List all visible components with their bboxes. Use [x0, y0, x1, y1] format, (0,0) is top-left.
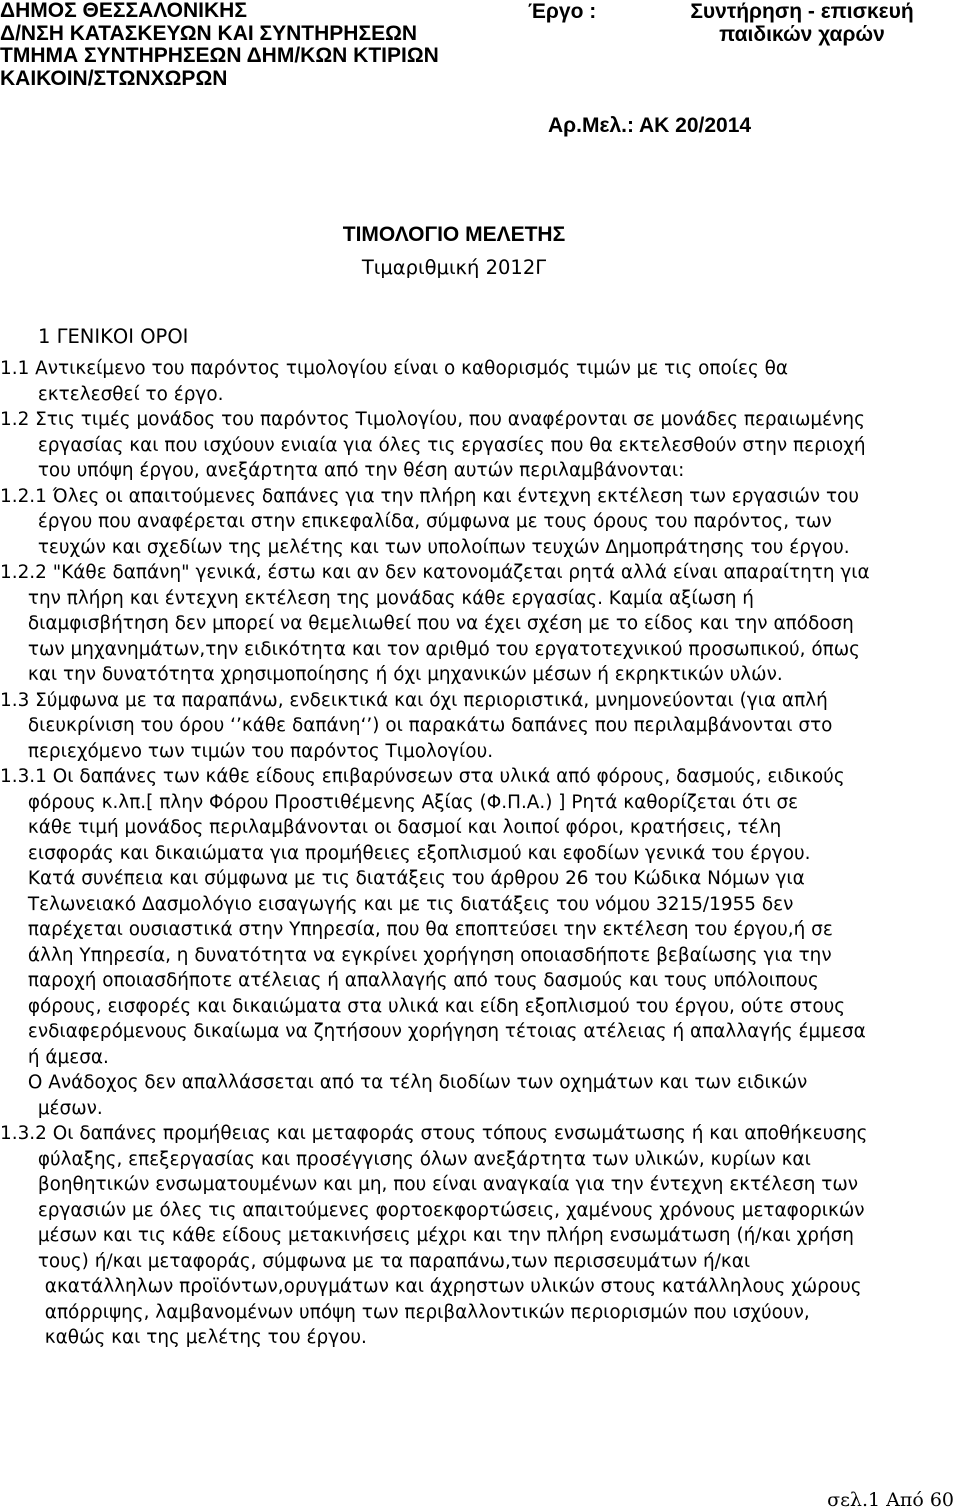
- body-line: και την δυνατότητα χρησιμοποίησης ή όχι μηχανικών μέσων ή εκρηκτικών υλών.: [27, 664, 783, 685]
- issuer-block: [0, 0, 439, 90]
- body-text: [0, 356, 960, 1351]
- body-line: 1.3 Σύμφωνα με τα παραπάνω, ενδεικτικά και όχι περιοριστικά, μνημονεύονται (για απλή: [0, 689, 828, 711]
- issuer-line: Δ/ΝΣΗ ΚΑΤΑΣΚΕΥΩΝ ΚΑΙ ΣΥΝΤΗΡΗΣΕΩΝ: [0, 21, 418, 45]
- body-line: την πλήρη και έντεχνη εκτέλεση της μονάδας κάθε εργασίας. Καμία αξίωση ή: [27, 587, 754, 609]
- document-title: ΤΙΜΟΛΟΓΙΟ ΜΕΛΕΤΗΣ: [342, 223, 566, 246]
- body-line: διευκρίνιση του όρου ‘’κάθε δαπάνη‘’) οι παρακάτω δαπάνες που περιλαμβάνονται στο: [27, 715, 833, 736]
- body-line: παροχή οποιασδήποτε ατέλειας ή απαλλαγής από τους δασμούς και τους υπόλοιπους: [27, 970, 819, 991]
- body-line: ακατάλληλων προϊόντων,ορυγμάτων και άχρηστων υλικών στους κατάλληλους χώρους: [44, 1276, 862, 1297]
- body-line: 1.2 Στις τιμές μονάδος του παρόντος Τιμολογίου, που αναφέρονται σε μονάδες περαιωμένης: [0, 409, 865, 430]
- document-subtitle: Τιμαριθμική 2012Γ: [361, 256, 547, 279]
- project-title-line: παιδικών χαρών: [719, 23, 885, 46]
- body-line: απόρριψης, λαμβανομένων υπόψη των περιβαλλοντικών περιορισμών που ισχύουν,: [44, 1301, 810, 1323]
- body-line: περιεχόμενο των τιμών του παρόντος Τιμολογίου.: [27, 740, 494, 762]
- body-line: εργασίας και που ισχύουν ενιαία για όλες τις εργασίες που θα εκτελεσθούν στην περιοχή: [37, 434, 866, 456]
- issuer-line: ΚΑΙΚΟΙΝ/ΣΤΩΝΧΩΡΩΝ: [0, 66, 228, 90]
- body-line: μέσων και τις κάθε είδους μετακινήσεις μέχρι και την πλήρη ενσωμάτωση (ή/και χρήση: [37, 1225, 854, 1246]
- issuer-line: ΤΜΗΜΑ ΣΥΝΤΗΡΗΣΕΩΝ ΔΗΜ/ΚΩΝ ΚΤΙΡΙΩΝ: [0, 44, 439, 67]
- project-label: Έργο :: [528, 0, 597, 23]
- body-line: εισφοράς και δικαιώματα για προμήθειες εξοπλισμού και εφοδίων γενικά του έργου.: [27, 842, 811, 864]
- body-line: ή άμεσα.: [27, 1046, 109, 1068]
- body-line: κάθε τιμή μονάδος περιλαμβάνονται οι δασμοί και λοιποί φόροι, κρατήσεις, τέλη: [27, 817, 782, 838]
- study-reference: Αρ.Μελ.: ΑΚ 20/2014: [548, 114, 752, 137]
- body-line: άλλη Υπηρεσία, η δυνατότητα να εγκρίνει χορήγηση οποιασδήποτε βεβαίωσης για την: [27, 944, 832, 966]
- body-line: των μηχανημάτων,την ειδικότητα και τον αριθμό του εργατοτεχνικού προσωπικού, όπως: [27, 638, 860, 660]
- body-line: φόρους κ.λπ.[ πλην Φόρου Προστιθέμενης Αξίας (Φ.Π.Α.) ] Ρητά καθορίζεται ότι σε: [27, 791, 799, 813]
- body-line: 1.2.2 "Κάθε δαπάνη" γενικά, έστω και αν δεν κατονομάζεται ρητά αλλά είναι απαραίτητη για: [0, 562, 870, 583]
- body-line: παρέχεται ουσιαστικά στην Υπηρεσία, που θα εποπτεύσει την εκτέλεση του έργου,ή σε: [27, 919, 833, 940]
- body-line: μέσων.: [37, 1097, 103, 1119]
- body-line: Ο Ανάδοχος δεν απαλλάσσεται από τα τέλη διοδίων των οχημάτων και των ειδικών: [27, 1072, 808, 1093]
- body-line: έργου που αναφέρεται στην επικεφαλίδα, σύμφωνα με τους όρους του παρόντος, των: [37, 511, 832, 532]
- body-line: τους) ή/και μεταφοράς, σύμφωνα με τα παραπάνω,των περισσευμάτων ή/και: [37, 1250, 751, 1272]
- body-line: εργασιών με όλες τις απαιτούμενες φορτοεκφορτώσεις, χαμένους χρόνους μεταφορικών: [37, 1199, 865, 1221]
- body-line: 1.1 Αντικείμενο του παρόντος τιμολογίου είναι ο καθορισμός τιμών με τις οποίες θα: [0, 358, 789, 379]
- body-line: εκτελεσθεί το έργο.: [37, 383, 224, 405]
- project-title: [646, 0, 958, 46]
- body-line: ενδιαφερόμενους δικαίωμα να ζητήσουν χορήγηση τέτοιας ατέλειας ή απαλλαγής έμμεσα: [27, 1021, 866, 1042]
- page-number: σελ.1 Από 60: [827, 1489, 954, 1511]
- issuer-line: ΔΗΜΟΣ ΘΕΣΣΑΛΟΝΙΚΗΣ: [0, 0, 247, 22]
- body-line: 1.3.1 Οι δαπάνες των κάθε είδους επιβαρύνσεων στα υλικά από φόρους, δασμούς, ειδικούς: [0, 766, 845, 787]
- section-heading: 1 ΓΕΝΙΚΟΙ ΟΡΟΙ: [38, 325, 189, 348]
- body-line: καθώς και της μελέτης του έργου.: [44, 1327, 367, 1348]
- body-line: του υπόψη έργου, ανεξάρτητα από την θέση αυτών περιλαμβάνονται:: [37, 460, 685, 481]
- body-line: 1.2.1 Όλες οι απαιτούμενες δαπάνες για την πλήρη και έντεχνη εκτέλεση των εργασιών του: [0, 485, 859, 507]
- body-line: φόρους, εισφορές και δικαιώματα στα υλικά και είδη εξοπλισμού του έργου, ούτε στους: [27, 995, 846, 1017]
- body-line: διαμφισβήτηση δεν μπορεί να θεμελιωθεί που να έχει σχέση με το είδος και την απόδοση: [27, 613, 854, 634]
- body-line: 1.3.2 Οι δαπάνες προμήθειας και μεταφοράς στους τόπους ενσωμάτωσης ή και αποθήκευσης: [0, 1123, 868, 1144]
- body-line: φύλαξης, επεξεργασίας και προσέγγισης όλων ανεξάρτητα των υλικών, κυρίων και: [37, 1148, 811, 1170]
- body-line: τευχών και σχεδίων της μελέτης και των υπολοίπων τευχών Δημοπράτησης του έργου.: [37, 536, 850, 558]
- body-line: βοηθητικών ενσωματουμένων και μη, που είναι αναγκαία για την έντεχνη εκτέλεση των: [37, 1174, 859, 1195]
- body-line: Κατά συνέπεια και σύμφωνα με τις διατάξεις του άρθρου 26 του Κώδικα Νόμων για: [27, 868, 805, 889]
- project-title-line: Συντήρηση - επισκευή: [690, 0, 914, 23]
- body-line: Τελωνειακό Δασμολόγιο εισαγωγής και με τις διατάξεις του νόμου 3215/1955 δεν: [27, 893, 794, 915]
